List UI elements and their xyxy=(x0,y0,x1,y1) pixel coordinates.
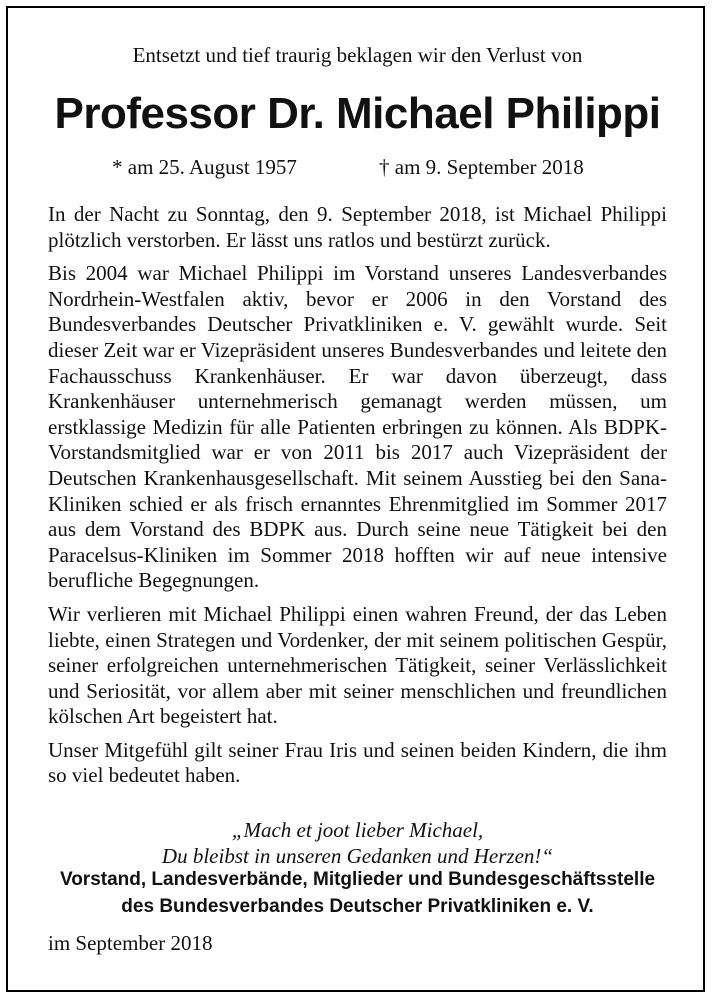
deceased-name: Professor Dr. Michael Philippi xyxy=(54,89,661,138)
closing-date: im September 2018 xyxy=(48,931,213,955)
obituary-body xyxy=(48,202,667,797)
paragraph: Unser Mitgefühl gilt seiner Frau Iris und seinen beiden Kindern, die ihm so viel bedeutet haben. xyxy=(48,737,667,788)
quote-line: „Mach et joot lieber Michael, xyxy=(231,818,484,842)
signature-line: des Bundesverbandes Deutscher Privatkliniken e. V. xyxy=(121,896,594,917)
paragraph: Bis 2004 war Michael Philippi im Vorstand unseres Landesverbandes Nordrhein-Westfalen aktiv, bevor er 2006 in den Vorstand des Bundesverbandes Deutscher Privatkliniken e. V. gewählt wurde. Seit dieser Zeit war er Vizepräsident unseres Bundesverbandes und leitete den Fachausschuss Krankenhäuser. Er war davon überzeugt, dass Krankenhäuser unternehmerisch gemanagt werden müssen, um erstklassige Medizin für alle Patienten erbringen zu können. Als BDPK-Vorstandsmitglied war er von 2011 bis 2017 auch Vizepräsident der Deutschen Krankenhausgesellschaft. Mit seinem Ausstieg bei den Sana-Kliniken schied er als frisch ernanntes Ehrenmitglied im Sommer 2017 aus dem Vorstand des BDPK aus. Durch seine neue Tätigkeit bei den Paracelsus-Kliniken im Sommer 2018 hofften wir auf neue intensive berufliche Begegnungen. xyxy=(48,261,667,593)
signature-line: Vorstand, Landesverbände, Mitglieder und Bundesgeschäftsstelle xyxy=(59,869,656,890)
death-date: † am 9. September 2018 xyxy=(379,155,584,179)
signature-block xyxy=(42,866,673,920)
paragraph: Wir verlieren mit Michael Philippi einen wahren Freund, der das Leben liebte, einen Strategen und Vordenker, der mit seinem politischen Gespür, seiner erfolgreichen unternehmerischen Tätigkeit, seiner Verlässlichkeit und Seriosität, vor allem aber mit seiner menschlichen und freundlichen kölschen Art begeistert hat. xyxy=(48,601,667,729)
intro-line: Entsetzt und tief traurig beklagen wir den Verlust von xyxy=(132,43,583,67)
birth-date: * am 25. August 1957 xyxy=(112,155,297,179)
life-dates xyxy=(48,154,667,182)
quote-line: Du bleibst in unseren Gedanken und Herzen!“ xyxy=(161,843,554,868)
paragraph: In der Nacht zu Sonntag, den 9. September 2018, ist Michael Philippi plötzlich verstorben. Er lässt uns ratlos und bestürzt zurück. xyxy=(48,202,667,252)
memorial-quote xyxy=(48,818,667,869)
